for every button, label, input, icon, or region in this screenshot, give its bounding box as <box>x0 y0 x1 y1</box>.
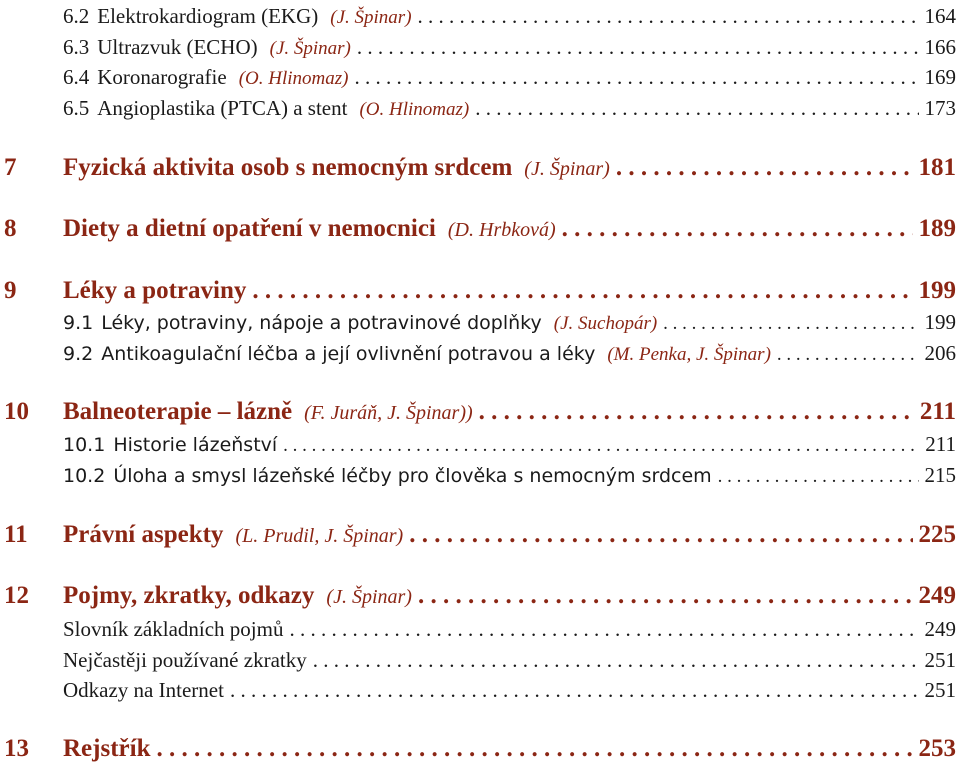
entry-page: 251 <box>924 678 956 702</box>
entry-page: 211 <box>925 432 956 456</box>
dot-leader <box>230 678 919 703</box>
entry-author: (M. Penka, J. Špinar) <box>607 344 771 365</box>
entry-page: 199 <box>924 310 956 334</box>
dot-leader <box>289 617 918 642</box>
entry-title: Elektrokardiogram (EKG) <box>97 4 319 28</box>
toc-entry[interactable] <box>63 4 956 29</box>
chapter-author: (L. Prudil, J. Špinar) <box>235 525 404 547</box>
chapter-page: 181 <box>918 154 956 181</box>
toc-chapter[interactable] <box>4 154 956 182</box>
entry-number: 6.3 <box>63 35 90 59</box>
entry-page: 249 <box>924 617 956 641</box>
dot-leader <box>252 277 912 305</box>
entry-title: Koronarografie <box>97 65 227 89</box>
entry-number: 6.2 <box>63 4 90 28</box>
chapter-author: (J. Špinar) <box>326 586 412 608</box>
toc-chapter[interactable] <box>4 277 956 305</box>
chapter-page: 249 <box>918 582 956 609</box>
entry-title: Nejčastěji používané zkratky <box>63 648 307 672</box>
entry-title: Ultrazvuk (ECHO) <box>97 35 258 59</box>
entry-title: Úloha a smysl lázeňské léčby pro člověka s nemocným srdcem <box>113 465 712 487</box>
chapter-number: 8 <box>4 215 17 242</box>
entry-number: 9.2 <box>63 343 94 365</box>
entry-number: 6.5 <box>63 96 90 120</box>
entry-title: Antikoagulační léčba a její ovlivnění potravou a léky <box>101 343 596 365</box>
chapter-title: Právní aspekty <box>63 521 224 548</box>
dot-leader <box>418 582 913 610</box>
dot-leader <box>357 35 919 60</box>
entry-title: Slovník základních pojmů <box>63 617 284 641</box>
toc-chapter[interactable] <box>4 215 956 243</box>
toc-chapter[interactable] <box>4 398 956 426</box>
entry-page: 166 <box>924 35 956 59</box>
toc-entry[interactable] <box>63 432 956 457</box>
entry-author: (J. Špinar) <box>269 38 351 59</box>
toc-entry[interactable] <box>63 96 956 121</box>
dot-leader <box>616 154 913 182</box>
entry-title: Odkazy na Internet <box>63 678 224 702</box>
dot-leader <box>479 398 914 426</box>
dot-leader <box>156 735 912 763</box>
entry-author: (O. Hlinomaz) <box>238 68 349 89</box>
chapter-title: Fyzická aktivita osob s nemocným srdcem <box>63 154 513 181</box>
dot-leader <box>354 65 918 90</box>
chapter-page: 253 <box>918 735 956 762</box>
entry-page: 215 <box>924 463 956 487</box>
toc-entry[interactable] <box>63 617 956 642</box>
toc-entry[interactable] <box>63 341 956 366</box>
entry-author: (J. Suchopár) <box>553 313 658 334</box>
dot-leader <box>418 4 919 29</box>
toc-chapter[interactable] <box>4 521 956 549</box>
dot-leader <box>409 521 912 549</box>
chapter-title: Léky a potraviny <box>63 277 247 304</box>
entry-title: Angioplastika (PTCA) a stent <box>97 96 348 120</box>
dot-leader <box>718 466 919 488</box>
dot-leader <box>283 435 919 457</box>
chapter-number: 12 <box>4 582 29 609</box>
chapter-title: Pojmy, zkratky, odkazy <box>63 582 315 609</box>
chapter-page: 211 <box>919 398 956 425</box>
entry-number: 6.4 <box>63 65 90 89</box>
toc-entry[interactable] <box>63 463 956 488</box>
chapter-title: Diety a dietní opatření v nemocnici <box>63 215 436 242</box>
chapter-author: (F. Juráň, J. Špinar)) <box>304 402 473 424</box>
dot-leader <box>777 344 919 366</box>
toc-chapter[interactable] <box>4 735 956 763</box>
toc-entry[interactable] <box>63 35 956 60</box>
chapter-number: 13 <box>4 735 29 762</box>
chapter-number: 11 <box>4 521 28 548</box>
entry-number: 10.2 <box>63 465 106 487</box>
dot-leader <box>562 215 913 243</box>
chapter-page: 225 <box>918 521 956 548</box>
chapter-author: (D. Hrbková) <box>447 219 556 241</box>
entry-page: 206 <box>924 341 956 365</box>
toc-entry[interactable] <box>63 648 956 673</box>
entry-number: 9.1 <box>63 312 94 334</box>
entry-author: (J. Špinar) <box>330 7 412 28</box>
dot-leader <box>475 96 918 121</box>
dot-leader <box>313 648 919 673</box>
entry-page: 169 <box>924 65 956 89</box>
chapter-author: (J. Špinar) <box>524 158 610 180</box>
chapter-number: 9 <box>4 277 17 304</box>
entry-title: Historie lázeňství <box>113 434 278 456</box>
toc-entry[interactable] <box>63 678 956 703</box>
toc-chapter[interactable] <box>4 582 956 610</box>
chapter-page: 189 <box>918 215 956 242</box>
chapter-title: Rejstřík <box>63 735 151 762</box>
entry-page: 173 <box>924 96 956 120</box>
entry-number: 10.1 <box>63 434 106 456</box>
chapter-title: Balneoterapie – lázně <box>63 398 293 425</box>
chapter-number: 10 <box>4 398 29 425</box>
toc-entry[interactable] <box>63 65 956 90</box>
entry-author: (O. Hlinomaz) <box>359 99 470 120</box>
toc-entry[interactable] <box>63 310 956 335</box>
entry-title: Léky, potraviny, nápoje a potravinové doplňky <box>101 312 542 334</box>
entry-page: 251 <box>924 648 956 672</box>
dot-leader <box>663 313 918 335</box>
entry-page: 164 <box>924 4 956 28</box>
chapter-page: 199 <box>918 277 956 304</box>
chapter-number: 7 <box>4 154 17 181</box>
